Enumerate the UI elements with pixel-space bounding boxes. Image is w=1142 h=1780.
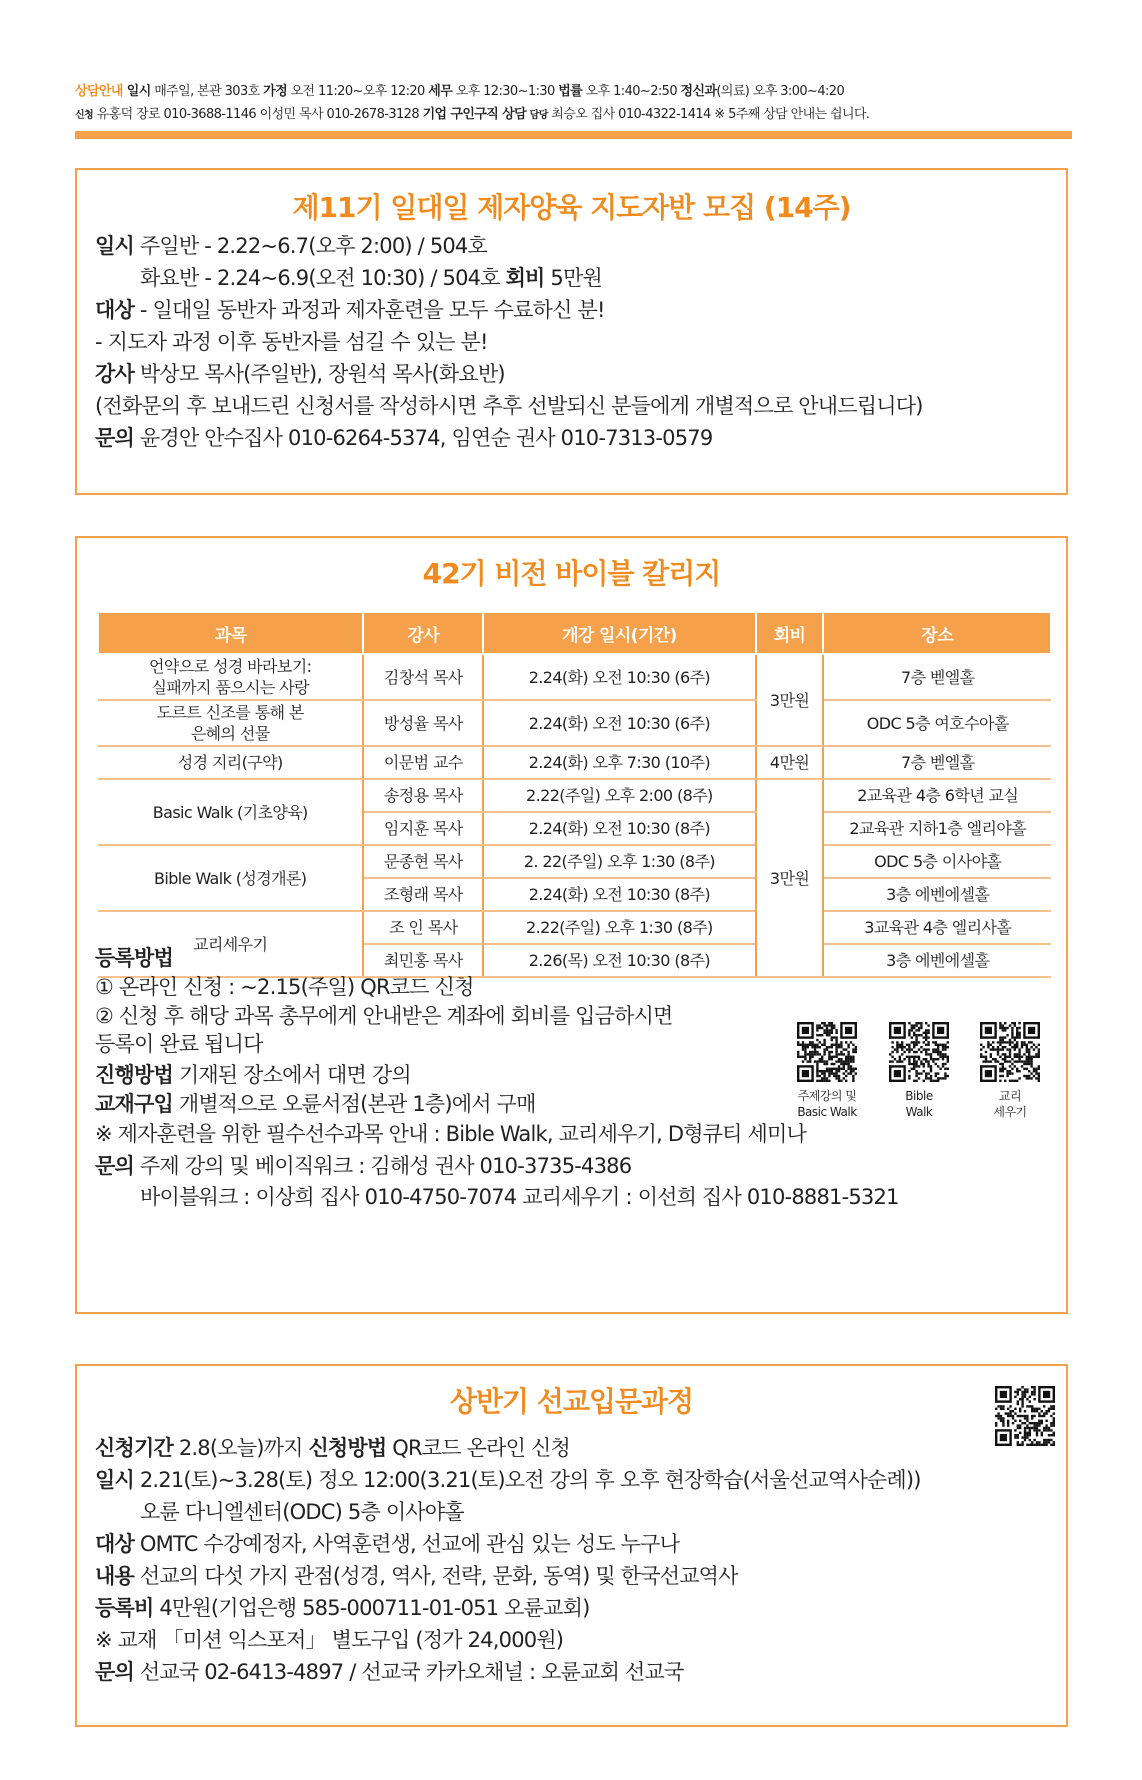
text-run: 오전 11:20~오후 12:20 <box>287 84 429 99</box>
table-cell: 이문범 교수 <box>363 746 483 779</box>
divider <box>75 131 1072 139</box>
table-cell: 2.24(화) 오후 7:30 (10주) <box>483 746 755 779</box>
qr-code-icon[interactable] <box>995 1386 1055 1446</box>
text-run: 문의 <box>95 1660 134 1684</box>
table-cell: 3교육관 4층 엘리사홀 <box>823 911 1051 944</box>
disciple-leader-section <box>75 168 1068 495</box>
table-cell: 3만원 <box>756 654 824 746</box>
text-run: - 지도자 과정 이후 동반자를 섬길 수 있는 분! <box>95 330 488 354</box>
mission-course-section <box>75 1364 1068 1727</box>
text-run: 2.21(토)~3.28(토) 정오 12:00(3.21(토)오전 강의 후 오후 현장학습(서울선교역사순례)) <box>133 1468 921 1492</box>
qr-code-icon[interactable] <box>889 1022 949 1082</box>
info-line <box>95 1656 683 1686</box>
table-cell: 2.22(주일) 오후 2:00 (8주) <box>483 779 755 812</box>
text-run: 선교국 02-6413-4897 / 선교국 카카오채널 : 오륜교회 선교국 <box>133 1660 684 1684</box>
text-run: 최승오 집사 010-4322-1414 ※ 5주째 상담 안내는 쉽니다. <box>547 107 870 122</box>
info-line <box>95 1464 921 1494</box>
counsel-line-1 <box>75 80 1075 103</box>
info-line <box>95 230 487 260</box>
table-cell: 3층 에벤에셀홀 <box>823 878 1051 911</box>
info-line <box>95 971 474 1001</box>
info-line <box>95 1028 263 1058</box>
table-cell: 방성율 목사 <box>363 700 483 746</box>
text-run: ※ 교재 「미션 익스포저」 별도구입 (정가 24,000원) <box>95 1628 564 1652</box>
info-line <box>95 390 923 420</box>
text-run: 기재된 장소에서 대면 강의 <box>172 1063 411 1087</box>
info-line <box>95 294 605 324</box>
column-header: 장소 <box>823 612 1051 654</box>
text-run: 교재구입 <box>95 1092 173 1116</box>
text-run: 4만원(기업은행 585-000711-01-051 오륜교회) <box>153 1596 590 1620</box>
text-run: 기업 구인구직 상담 <box>422 107 527 122</box>
table-row <box>98 700 1051 746</box>
table-cell: 조 인 목사 <box>363 911 483 944</box>
text-run: 가정 <box>263 84 288 99</box>
info-line <box>95 942 173 972</box>
text-run: 진행방법 <box>95 1063 173 1087</box>
table-cell: 2.26(목) 오전 10:30 (8주) <box>483 944 755 977</box>
text-run: 윤경안 안수집사 010-6264-5374, 임연순 권사 010-7313-0579 <box>133 426 713 450</box>
qr-caption: Bible Walk <box>905 1089 933 1119</box>
text-run: 대상 <box>95 1532 134 1556</box>
table-cell: 2. 22(주일) 오후 1:30 (8주) <box>483 845 755 878</box>
text-run: QR코드 온라인 신청 <box>386 1436 570 1460</box>
table-cell: 2.24(화) 오전 10:30 (8주) <box>483 878 755 911</box>
text-run: 담당 <box>529 110 548 121</box>
table-cell: 2.24(화) 오전 10:30 (6주) <box>483 700 755 746</box>
text-run: 등록이 완료 됩니다 <box>95 1032 263 1056</box>
table-cell: 김창석 목사 <box>363 654 483 700</box>
text-run: 신청 <box>75 110 94 121</box>
course-table <box>97 611 1052 978</box>
text-run: 일시 <box>95 1468 134 1492</box>
text-run: (전화문의 후 보내드린 신청서를 작성하시면 추후 선발되신 분들에게 개별적으로 안내드립니다) <box>95 394 923 418</box>
table-cell: 2.24(화) 오전 10:30 (6주) <box>483 654 755 700</box>
table-cell: 송정용 목사 <box>363 779 483 812</box>
column-header: 회비 <box>756 612 824 654</box>
column-header: 개강 일시(기간) <box>483 612 755 654</box>
text-run: ② 신청 후 해당 과목 총무에게 안내받은 계좌에 회비를 입금하시면 <box>95 1004 673 1028</box>
text-run: 주일반 - 2.22~6.7(오후 2:00) / 504호 <box>133 234 487 258</box>
qr-code-icon[interactable] <box>980 1022 1040 1082</box>
info-line <box>140 1181 899 1211</box>
text-run: 매주일, 본관 303호 <box>150 84 264 99</box>
text-run: 선교의 다섯 가지 관점(성경, 역사, 전략, 문화, 동역) 및 한국선교역사 <box>133 1564 738 1588</box>
table-cell: 2.22(주일) 오후 1:30 (8주) <box>483 911 755 944</box>
counsel-info <box>75 80 1075 127</box>
info-line <box>95 1624 563 1654</box>
text-run: 신청방법 <box>308 1436 387 1460</box>
table-cell: 2교육관 지하1층 엘리야홀 <box>823 812 1051 845</box>
table-cell: 7층 벧엘홀 <box>823 654 1051 700</box>
text-run: (의료) 오후 3:00~4:20 <box>716 84 845 99</box>
text-run: 등록방법 <box>95 946 173 970</box>
table-cell: 최민홍 목사 <box>363 944 483 977</box>
text-run: 정신과 <box>680 84 717 99</box>
counsel-line-2 <box>75 103 1075 127</box>
text-run: 일시 <box>95 234 134 258</box>
text-run: 회비 <box>505 266 545 290</box>
table-row <box>98 845 1051 878</box>
table-row <box>98 779 1051 812</box>
qr-caption: 교리 세우기 <box>993 1089 1027 1119</box>
qr-code-icon[interactable] <box>797 1022 857 1082</box>
qr-caption: 주제강의 및 Basic Walk <box>797 1089 857 1119</box>
text-run: 오후 12:30~1:30 <box>452 84 559 99</box>
text-run: 박상모 목사(주일반), 장원석 목사(화요반) <box>133 362 505 386</box>
text-run: 2.8(오늘)까지 <box>172 1436 309 1460</box>
table-cell: 교리세우기 <box>98 911 363 977</box>
info-line <box>140 1496 464 1526</box>
section-title: 상반기 선교입문과정 <box>449 1385 694 1418</box>
info-line <box>95 1118 806 1148</box>
table-cell: Bible Walk (성경개론) <box>98 845 363 911</box>
table-cell: 도르트 신조를 통해 본 은혜의 선물 <box>98 700 363 746</box>
text-run: - 일대일 동반자 과정과 제자훈련을 모두 수료하신 분! <box>133 298 605 322</box>
info-line <box>95 1088 536 1118</box>
info-line <box>95 1592 590 1622</box>
table-cell: ODC 5층 이사야홀 <box>823 845 1051 878</box>
text-run: 문의 <box>95 426 134 450</box>
column-header: 과목 <box>98 612 363 654</box>
table-cell: 3만원 <box>756 779 824 977</box>
text-run: 일시 <box>122 84 151 99</box>
table-cell: 7층 벧엘홀 <box>823 746 1051 779</box>
info-line <box>140 262 602 292</box>
text-run: 5만원 <box>544 266 602 290</box>
text-run: 오륜 다니엘센터(ODC) 5층 이사야홀 <box>140 1500 464 1524</box>
info-line <box>95 1528 679 1558</box>
text-run: 문의 <box>95 1154 134 1178</box>
text-run: 강사 <box>95 362 134 386</box>
info-line <box>95 326 488 356</box>
section-title: 42기 비전 바이블 칼리지 <box>422 557 721 590</box>
column-header: 강사 <box>363 612 483 654</box>
table-cell: 조형래 목사 <box>363 878 483 911</box>
info-line <box>95 1000 673 1030</box>
table-row <box>98 911 1051 944</box>
table-cell: Basic Walk (기초양육) <box>98 779 363 845</box>
text-run: 개별적으로 오륜서점(본관 1층)에서 구매 <box>172 1092 536 1116</box>
info-line <box>95 1432 570 1462</box>
info-line <box>95 422 712 452</box>
table-cell: 성경 지리(구약) <box>98 746 363 779</box>
info-line <box>95 1560 738 1590</box>
table-cell: ODC 5층 여호수아홀 <box>823 700 1051 746</box>
text-run: 대상 <box>95 298 134 322</box>
table-cell: 2교육관 4층 6학년 교실 <box>823 779 1051 812</box>
text-run: 화요반 - 2.24~6.9(오전 10:30) / 504호 <box>140 266 506 290</box>
text-run: 상담안내 <box>75 84 123 99</box>
table-cell: 3층 에벤에셀홀 <box>823 944 1051 977</box>
table-cell: 임지훈 목사 <box>363 812 483 845</box>
info-line <box>95 358 505 388</box>
text-run: 바이블워크 : 이상희 집사 010-4750-7074 교리세우기 : 이선희 집사 010-8881-5321 <box>140 1185 899 1209</box>
text-run: 세무 <box>428 84 453 99</box>
info-line <box>95 1150 631 1180</box>
bible-college-section <box>75 536 1068 1314</box>
table-cell: 언약으로 성경 바라보기: 실패까지 품으시는 사랑 <box>98 654 363 700</box>
table-cell: 문종현 목사 <box>363 845 483 878</box>
table-row <box>98 746 1051 779</box>
table-cell: 2.24(화) 오전 10:30 (8주) <box>483 812 755 845</box>
info-line <box>95 1059 411 1089</box>
text-run: 신청기간 <box>95 1436 173 1460</box>
text-run: ① 온라인 신청 : ~2.15(주일) QR코드 신청 <box>95 975 474 999</box>
table-row <box>98 654 1051 700</box>
text-run: ※ 제자훈련을 위한 필수선수과목 안내 : Bible Walk, 교리세우기, D형큐티 세미나 <box>95 1122 806 1146</box>
text-run: 내용 <box>95 1564 134 1588</box>
table-cell: 4만원 <box>756 746 824 779</box>
text-run: 등록비 <box>95 1596 154 1620</box>
text-run: 주제 강의 및 베이직워크 : 김해성 권사 010-3735-4386 <box>133 1154 632 1178</box>
text-run: OMTC 수강예정자, 사역훈련생, 선교에 관심 있는 성도 누구나 <box>133 1532 680 1556</box>
text-run: 유홍덕 장로 010-3688-1146 이성민 목사 010-2678-3128 <box>93 107 423 122</box>
text-run: 법률 <box>558 84 583 99</box>
section-title: 제11기 일대일 제자양육 지도자반 모집 (14주) <box>292 191 851 224</box>
text-run: 오후 1:40~2:50 <box>582 84 681 99</box>
